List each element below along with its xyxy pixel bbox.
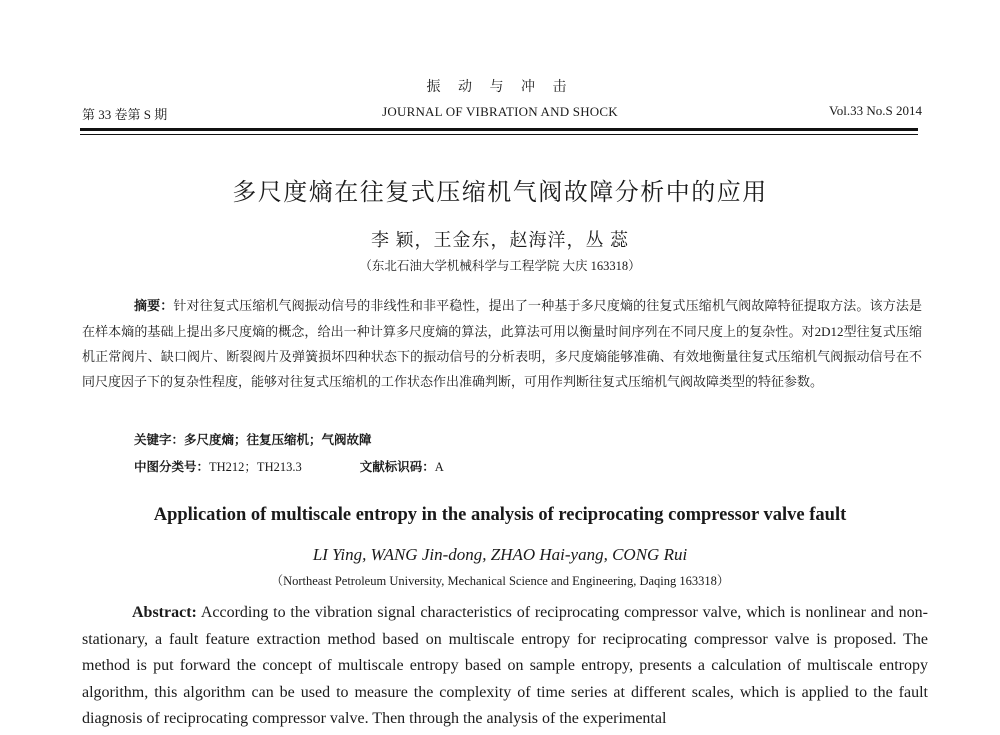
clc-value: TH212；TH213.3 bbox=[209, 460, 302, 474]
keywords-text: 多尺度熵；往复压缩机；气阀故障 bbox=[184, 432, 372, 447]
header-rule-thick bbox=[80, 128, 918, 131]
classification-line bbox=[134, 457, 444, 475]
header-rule-thin bbox=[80, 134, 918, 135]
abstract-cn bbox=[82, 293, 922, 394]
abstract-label-en: Abstract: bbox=[132, 604, 197, 621]
abstract-en bbox=[82, 600, 928, 733]
issue-info-en: Vol.33 No.S 2014 bbox=[829, 103, 922, 118]
paper-title-cn: 多尺度熵在往复式压缩机气阀故障分析中的应用 bbox=[232, 178, 768, 206]
keywords-cn bbox=[134, 430, 372, 448]
affiliation-en: （Northeast Petroleum University, Mechanical Science and Engineering, Daqing 163318） bbox=[270, 574, 730, 588]
affiliation-cn: （东北石油大学机械科学与工程学院 大庆 163318） bbox=[359, 259, 641, 273]
doc-code-label: 文献标识码： bbox=[359, 459, 435, 474]
clc-label: 中图分类号： bbox=[134, 459, 210, 474]
abstract-text-en: According to the vibration signal characteristics of reciprocating compressor valve, which is nonlinear and non-stationary, a fault feature extraction method based on multiscale entropy for reciprocating compressor valve is proposed. The method is put forward the concept of multiscale entropy based on sample entropy, presents a calculation of multiscale entropy algorithm, this algorithm can be used to measure the complexity of time series at different scales, which is applied to the fault diagnosis of reciprocating compressor valve. Then through the analysis of the experimental bbox=[82, 604, 928, 727]
doc-code-value: A bbox=[434, 460, 444, 474]
paper-title-en: Application of multiscale entropy in the analysis of reciprocating compressor valve fault bbox=[153, 505, 847, 525]
abstract-text-cn: 针对往复式压缩机气阀振动信号的非线性和非平稳性，提出了一种基于多尺度熵的往复式压缩机气阀故障特征提取方法。该方法是在样本熵的基础上提出多尺度熵的概念，给出一种计算多尺度熵的算法，此算法可用以衡量时间序列在不同尺度上的复杂性。对2D12型往复式压缩机正常阀片、缺口阀片、断裂阀片及弹簧损坏四种状态下的振动信号的分析表明，多尺度熵能够准确、有效地衡量往复式压缩机气阀振动信号在不同尺度因子下的复杂性程度，能够对往复式压缩机的工作状态作出准确判断，可用作判断往复式压缩机气阀故障类型的特征参数。 bbox=[82, 298, 922, 389]
authors-en: LI Ying, WANG Jin-dong, ZHAO Hai-yang, CONG Rui bbox=[312, 545, 688, 564]
issue-info-cn: 第 33 卷第 S 期 bbox=[82, 107, 168, 122]
abstract-label-cn: 摘要： bbox=[134, 299, 174, 314]
journal-title-en: JOURNAL OF VIBRATION AND SHOCK bbox=[382, 104, 618, 119]
keywords-label: 关键字： bbox=[134, 432, 185, 447]
journal-title-cn: 振 动 与 冲 击 bbox=[426, 80, 574, 95]
authors-cn: 李 颖，王金东，赵海洋，丛 蕊 bbox=[371, 230, 629, 250]
